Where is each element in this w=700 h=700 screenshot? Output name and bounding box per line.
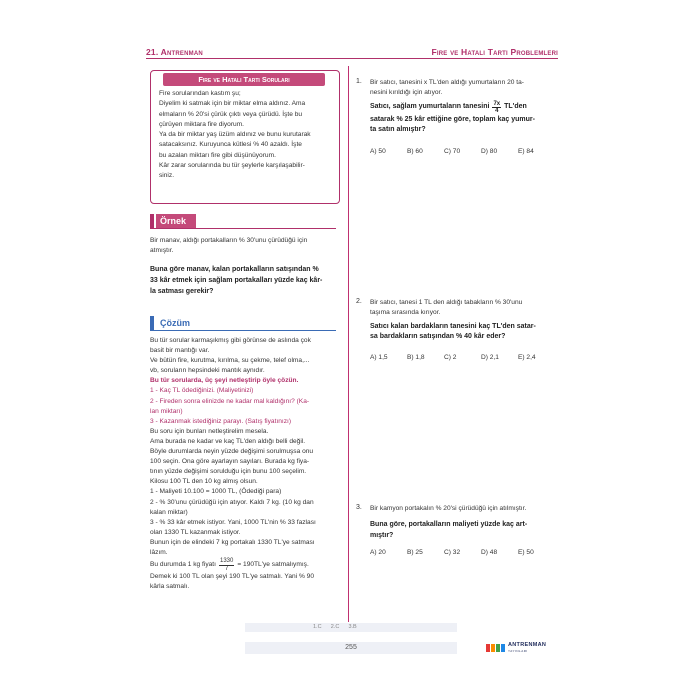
cozum-line: 1 - Maliyeti 10.100 = 1000 TL, (Ödediği para) <box>150 488 282 496</box>
cozum-line: Bu tür sorular karmaşıkmış gibi görünse de aslında çok <box>150 337 311 344</box>
logo-sub: YAYINLARI <box>508 649 528 653</box>
cozum-line: Ama burada ne kadar ve kaç TL'den aldığı belli değil. <box>150 437 306 445</box>
cozum-line: kârla satmalı. <box>150 583 190 591</box>
question-text-line: Bir satıcı, tanesi 1 TL den aldığı tabakların % 30'unu <box>370 299 523 306</box>
cozum-step: 3 - Kazanmak istediğiniz parayı. (Satış fiyatınızı) <box>150 417 292 425</box>
fraction-post: = 190TL'ye satmalıymış. <box>237 561 309 569</box>
info-line: elmaların % 20'si çürük çıktı veya çürüdü. İşte bu <box>159 110 303 118</box>
cozum-line: Kilosu 100 TL den 10 kg almış olsun. <box>150 478 258 486</box>
ornek-bar <box>150 214 154 228</box>
cozum-line: 3 - % 33 kâr etmek istiyor. Yani, 1000 TL'nin % 33 fazlası <box>150 518 316 526</box>
ornek-question-line: Buna göre manav, kalan portakalların satışından % <box>150 266 319 273</box>
publisher-logo <box>486 642 546 654</box>
q1-fraction-denominator: 4 <box>495 108 499 115</box>
cozum-step: 2 - Fireden sonra elinizde ne kadar mal kaldığını? (Ka- <box>150 397 310 405</box>
question-bold-line: ta satın almıştır? <box>370 125 426 133</box>
option-e[interactable]: E) 50 <box>518 549 534 556</box>
info-box-text <box>159 89 333 182</box>
cozum-step: 1 - Kaç TL ödediğinizi. (Maliyetinizi) <box>150 387 254 395</box>
question-1-options <box>370 148 555 155</box>
cozum-line: Bu soru için bunları netleştirelim mesela. <box>150 427 269 435</box>
ornek-underline <box>150 228 336 229</box>
cozum-line: Böyle durumlarda neyin yüzde değişimi sorulmuşsa onu <box>150 448 314 456</box>
ornek-line: Bir manav, aldığı portakalların % 30'unu çürüdüğü için <box>150 237 308 244</box>
answer-key-strip <box>245 623 457 632</box>
ornek-heading <box>150 214 336 228</box>
question-1-number: 1. <box>356 78 362 85</box>
header-divider <box>146 58 558 59</box>
logo-block-icon <box>491 644 495 652</box>
logo-word: ANTRENMAN <box>508 642 547 648</box>
question-bold-line: Buna göre, portakalların maliyeti yüzde kaç art- <box>370 521 528 529</box>
cozum-label: Çözüm <box>156 316 200 330</box>
fraction-numerator: 1330 <box>219 558 234 565</box>
fraction-denominator: 7 <box>224 565 229 572</box>
option-d[interactable]: D) 80 <box>481 148 498 155</box>
cozum-line: kalan miktar) <box>150 508 188 516</box>
question-3 <box>370 504 560 541</box>
logo-block-icon <box>501 644 505 652</box>
answer-key: 1.C 2.C 3.B <box>313 624 357 630</box>
option-a[interactable]: A) 20 <box>370 549 386 556</box>
option-a[interactable]: A) 1,5 <box>370 354 388 361</box>
option-e[interactable]: E) 2,4 <box>518 354 536 361</box>
cozum-line: 100 seçin. Ona göre ayarlayın sayıları. Burada kg fiya- <box>150 458 310 466</box>
info-line: Ya da bir miktar yaş üzüm aldınız ve bunu kurutarak <box>159 131 311 139</box>
cozum-line: Demek ki 100 TL olan şeyi 190 TL'ye satmalı. Yani % 90 <box>150 573 314 581</box>
info-line: bu azalan miktarı fire gibi düşünüyorum. <box>159 151 276 159</box>
question-bold-line: mıştır? <box>370 531 394 539</box>
ornek-question-line: la satması gerekir? <box>150 288 214 295</box>
info-box-title: Fire ve Hatalı Tartı Soruları <box>163 73 325 86</box>
header-left-title: 21. Antrenman <box>146 47 203 57</box>
fraction-pre: Bu durumda 1 kg fiyatı <box>150 561 216 569</box>
logo-block-icon <box>496 644 500 652</box>
question-2-options <box>370 354 555 361</box>
info-line: siniz. <box>159 172 175 180</box>
question-text-line: taşıma sırasında kırıyor. <box>370 309 441 317</box>
cozum-line: tının yüzde değişimi sorulduğu için bunu 100 seçelim. <box>150 468 307 476</box>
column-divider <box>348 66 349 622</box>
question-3-number: 3. <box>356 504 362 511</box>
cozum-line: lâzım. <box>150 548 168 556</box>
question-bold-line: satarak % 25 kâr ettiğine göre, toplam kaç yumur- <box>370 115 535 123</box>
cozum-emphasis: Bu tür sorularda, üç şeyi netleştirip öyle çözün. <box>150 377 299 385</box>
q1-bold-post: TL'den <box>504 103 527 111</box>
ornek-line: atmıştır. <box>150 247 174 255</box>
cozum-bar <box>150 316 154 330</box>
cozum-underline <box>150 330 336 331</box>
info-line: Diyelim ki satmak için bir miktar elma aldınız. Ama <box>159 100 306 108</box>
q1-fraction-numerator: 7x <box>493 100 501 107</box>
cozum-line: 2 - % 30'unu çürüdüğü için atıyor. Kaldı 7 kg. (10 kg dan <box>150 498 314 506</box>
info-line: satacaksınız. Kuruyunca kütlesi % 40 azaldı. İşte <box>159 141 302 149</box>
option-b[interactable]: B) 1,8 <box>407 354 425 361</box>
q1-bold-pre: Satıcı, sağlam yumurtaların tanesini <box>370 103 490 111</box>
cozum-fraction-line <box>150 558 316 572</box>
cozum-line: Bunun için de elindeki 7 kg portakalı 1330 TL'ye satması <box>150 538 315 546</box>
info-box <box>150 70 340 204</box>
ornek-question-line: 33 kâr etmek için sağlam portakalları yüzde kaç kâr- <box>150 277 323 284</box>
logo-block-icon <box>486 644 490 652</box>
page-number: 255 <box>245 642 457 654</box>
cozum-heading <box>150 316 336 330</box>
question-3-options <box>370 549 555 556</box>
option-c[interactable]: C) 32 <box>444 549 461 556</box>
question-text-line: nesini kırıldığı için atıyor. <box>370 89 443 97</box>
option-a[interactable]: A) 50 <box>370 148 386 155</box>
question-1 <box>370 78 560 135</box>
header-right-title: Fire ve Hatalı Tartı Problemleri <box>431 47 558 57</box>
option-e[interactable]: E) 84 <box>518 148 534 155</box>
cozum-step: lan miktarı) <box>150 407 183 415</box>
question-text-line: Bir satıcı, tanesini x TL'den aldığı yumurtaların 20 ta- <box>370 79 524 86</box>
option-b[interactable]: B) 60 <box>407 148 423 155</box>
ornek-question <box>150 264 322 297</box>
option-c[interactable]: C) 70 <box>444 148 461 155</box>
question-bold-line: Satıcı kalan bardakların tanesini kaç TL'den satar- <box>370 322 536 330</box>
option-d[interactable]: D) 48 <box>481 549 498 556</box>
ornek-text <box>150 236 307 256</box>
question-2 <box>370 298 560 342</box>
ornek-label: Örnek <box>156 214 196 228</box>
cozum-line: Ve bütün fire, kurutma, kırılma, su çekme, telef olma,... <box>150 357 310 365</box>
info-line: Fire sorularından kastım şu; <box>159 90 241 97</box>
question-text-line: Bir kamyon portakalın % 20'si çürüdüğü için atılmıştır. <box>370 505 527 512</box>
option-d[interactable]: D) 2,1 <box>481 354 499 361</box>
option-c[interactable]: C) 2 <box>444 354 457 361</box>
cozum-line: olan 1330 TL kazanmak istiyor. <box>150 528 241 536</box>
cozum-text <box>150 336 316 592</box>
question-2-number: 2. <box>356 298 362 305</box>
question-bold-line: sa bardakların satışından % 40 kâr eder? <box>370 332 506 340</box>
info-line: çürüyen miktara fire diyorum. <box>159 120 245 128</box>
info-line: Kâr zarar sorularında bu tür şeylerle karşılaşabilir- <box>159 162 305 170</box>
fraction <box>219 558 234 572</box>
cozum-line: basit bir mantığı var. <box>150 347 210 355</box>
q1-fraction <box>492 101 501 115</box>
cozum-line: vb, soruların hepsindeki mantık aynıdır. <box>150 367 265 375</box>
question-bold-line-with-fraction <box>370 101 560 115</box>
option-b[interactable]: B) 25 <box>407 549 423 556</box>
